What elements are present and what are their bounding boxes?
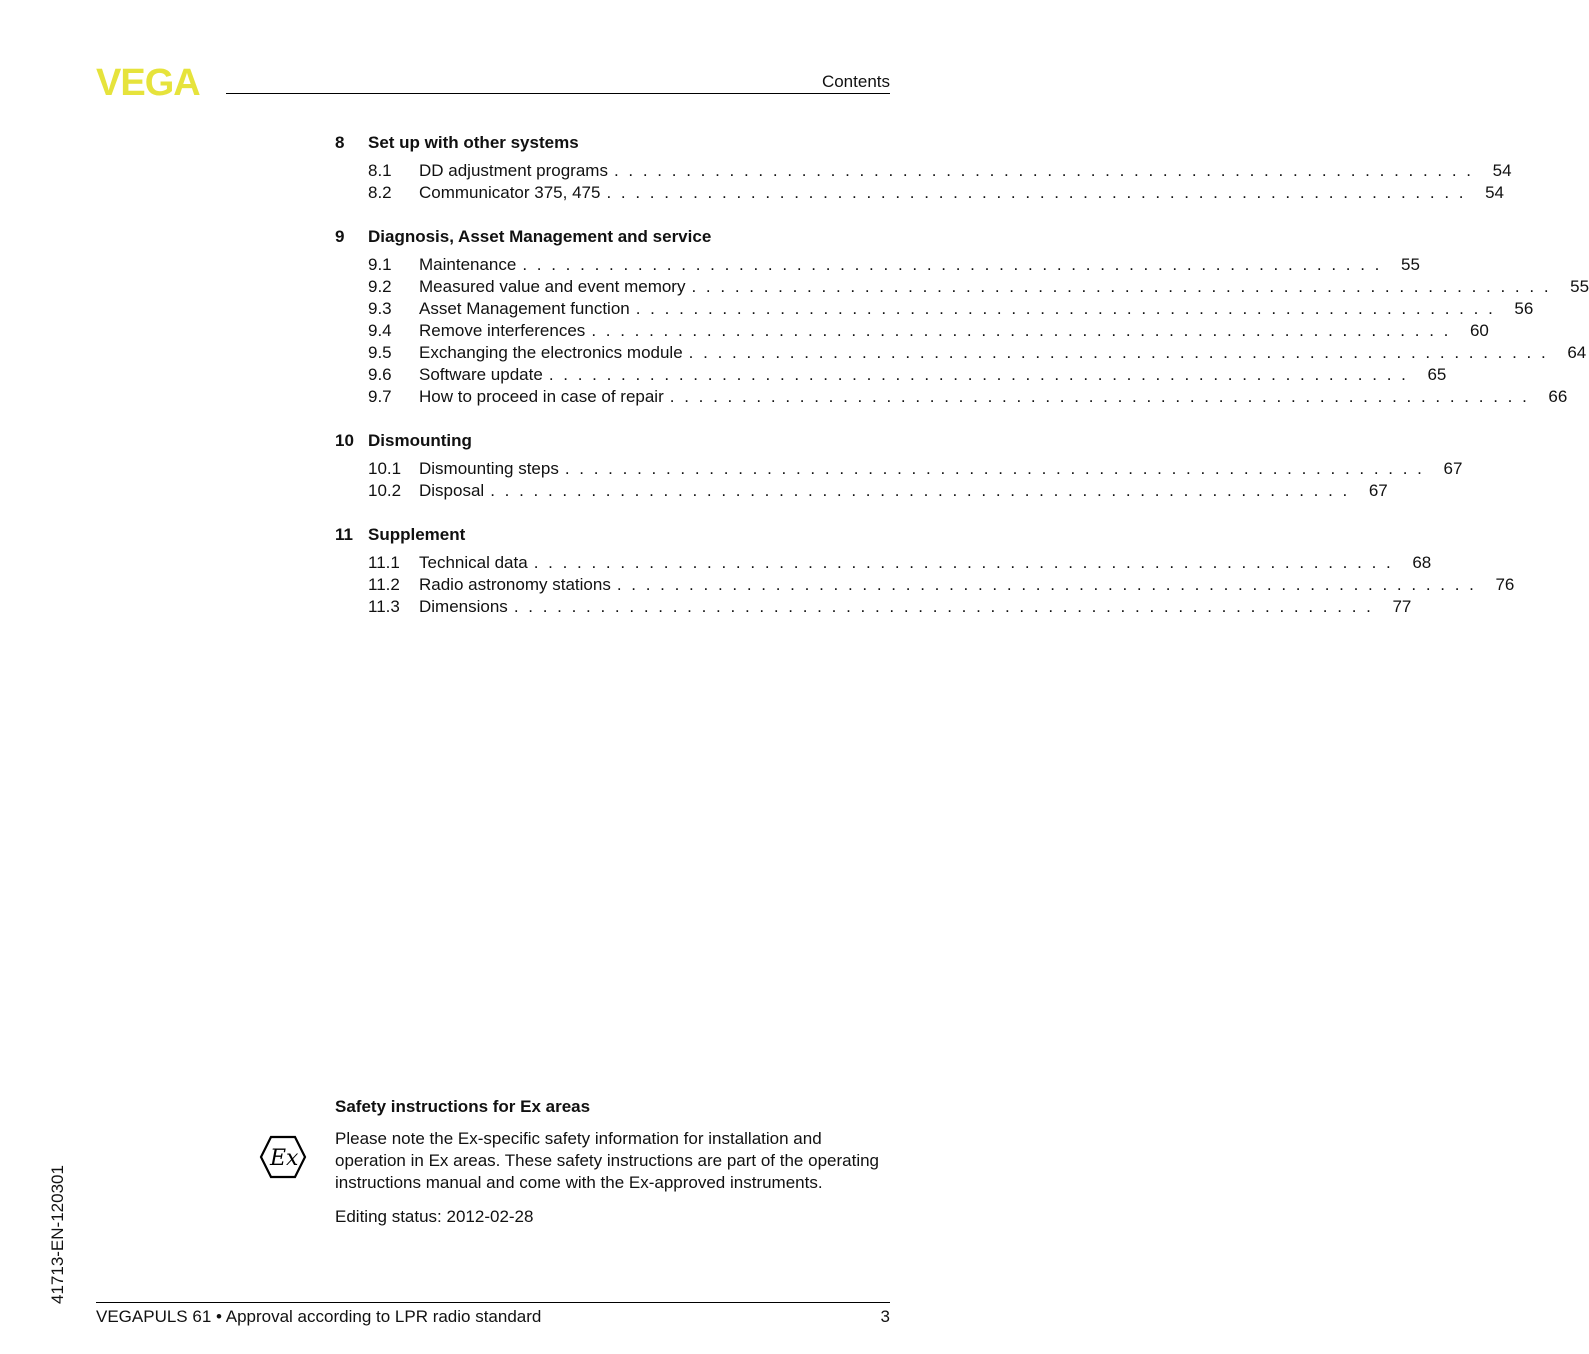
toc-entry-number: 9.6 [368, 365, 392, 384]
toc-dot-leader: . . . . . . . . . . . . . . . . . . . . . . . . . . . . . . . . . . . . . . . . . . . . . . . . . . . . . . . . . . . . [513, 597, 1374, 616]
toc-entry-title: Exchanging the electronics module [419, 343, 683, 362]
toc-entry-title: Maintenance [419, 255, 517, 274]
toc-entry-title: Remove interferences [419, 321, 586, 340]
toc-entry[interactable] [335, 254, 1420, 276]
toc-entry-title: DD adjustment programs [419, 161, 608, 180]
toc-entry-title: Dismounting steps [419, 459, 559, 478]
toc-entry-title: Technical data [419, 553, 528, 572]
toc-entry-page: 67 [1443, 459, 1463, 478]
toc-dot-leader: . . . . . . . . . . . . . . . . . . . . . . . . . . . . . . . . . . . . . . . . . . . . . . . . . . . . . . . . . . . . [548, 365, 1409, 384]
toc-dot-leader: . . . . . . . . . . . . . . . . . . . . . . . . . . . . . . . . . . . . . . . . . . . . . . . . . . . . . . . . . . . . [564, 459, 1425, 478]
toc-entry-number: 9.1 [368, 255, 392, 274]
toc-dot-leader: . . . . . . . . . . . . . . . . . . . . . . . . . . . . . . . . . . . . . . . . . . . . . . . . . . . . . . . . . . . . [533, 553, 1394, 572]
toc-entry[interactable] [335, 342, 1587, 364]
toc-entry[interactable] [335, 276, 1589, 298]
toc-entry[interactable] [335, 458, 1463, 480]
toc-entry-number: 9.2 [368, 277, 392, 296]
toc-entry[interactable] [335, 320, 1489, 342]
footer-rule [96, 1302, 890, 1303]
toc-entry-title: Software update [419, 365, 543, 384]
toc-entry-number: 10.1 [368, 459, 402, 478]
toc-entry-title: Radio astronomy stations [419, 575, 611, 594]
safety-section [335, 1096, 890, 1228]
header-rule [226, 93, 890, 94]
header-section-title: Contents [821, 72, 890, 91]
toc-entry-page: 77 [1392, 597, 1412, 616]
toc-chapter-number: 10 [335, 431, 354, 450]
toc-entry-number: 11.3 [368, 597, 400, 616]
toc-entry[interactable] [335, 574, 1515, 596]
toc-dot-leader: . . . . . . . . . . . . . . . . . . . . . . . . . . . . . . . . . . . . . . . . . . . . . . . . . . . . . . . . . . . . [490, 481, 1350, 500]
toc-entry-title: Measured value and event memory [419, 277, 686, 296]
toc-entry-number: 11.1 [368, 553, 400, 572]
toc-dot-leader: . . . . . . . . . . . . . . . . . . . . . . . . . . . . . . . . . . . . . . . . . . . . . . . . . . . . . . . . . . . . [613, 161, 1474, 180]
ex-icon [259, 1135, 307, 1179]
toc-entry-page: 67 [1368, 481, 1388, 500]
toc-dot-leader: . . . . . . . . . . . . . . . . . . . . . . . . . . . . . . . . . . . . . . . . . . . . . . . . . . . . . . . . . . . . [616, 575, 1477, 594]
toc-chapter-heading[interactable] [335, 430, 890, 452]
logo-text: VEGA [96, 62, 200, 104]
safety-body: Please note the Ex-specific safety information for installation and operation in Ex areas. These safety instructions are part of the operating instructions manual and come with the Ex-approved instruments. [335, 1129, 879, 1192]
toc-chapter-number: 8 [335, 133, 345, 152]
toc-entry[interactable] [335, 596, 1412, 618]
toc-dot-leader: . . . . . . . . . . . . . . . . . . . . . . . . . . . . . . . . . . . . . . . . . . . . . . . . . . . . . . . . . . . . [669, 387, 1530, 406]
toc-chapter-heading[interactable] [335, 524, 890, 546]
toc-entry-number: 11.2 [368, 575, 400, 594]
toc-chapter-title: Set up with other systems [368, 133, 579, 152]
toc-chapter [335, 226, 1589, 408]
toc-entry-page: 65 [1427, 365, 1447, 384]
toc-entry-number: 9.7 [368, 387, 392, 406]
footer-product-title: VEGAPULS 61 • Approval according to LPR radio standard [96, 1307, 542, 1326]
safety-title: Safety instructions for Ex areas [335, 1097, 591, 1116]
toc-entry-page: 76 [1495, 575, 1515, 594]
toc-entry-title: Communicator 375, 475 [419, 183, 601, 202]
toc-dot-leader: . . . . . . . . . . . . . . . . . . . . . . . . . . . . . . . . . . . . . . . . . . . . . . . . . . . . . . . . . . . . [522, 255, 1382, 274]
editing-status: Editing status: 2012-02-28 [335, 1207, 534, 1226]
svg-text:Ex: Ex [270, 1146, 299, 1171]
toc-dot-leader: . . . . . . . . . . . . . . . . . . . . . . . . . . . . . . . . . . . . . . . . . . . . . . . . . . . . . . . . . . . . [606, 183, 1466, 202]
toc-chapter-heading[interactable] [335, 226, 890, 248]
toc-chapter [335, 430, 1463, 502]
toc-entry-title: Disposal [419, 481, 485, 500]
toc-entry-number: 9.4 [368, 321, 392, 340]
toc-entry-title: Dimensions [419, 597, 508, 616]
toc-chapter-number: 9 [335, 227, 345, 246]
document-id: 41713-EN-120301 [48, 1165, 67, 1304]
toc-chapter-title: Supplement [368, 525, 466, 544]
toc-entry[interactable] [335, 298, 1534, 320]
toc-entry-page: 64 [1567, 343, 1587, 362]
toc-entry[interactable] [335, 160, 1512, 182]
toc-entry[interactable] [335, 364, 1447, 386]
toc-entry[interactable] [335, 386, 1568, 408]
toc-entry-number: 9.3 [368, 299, 392, 318]
toc-entry-number: 10.2 [368, 481, 402, 500]
toc-entry-number: 8.1 [368, 161, 392, 180]
toc-chapter-number: 11 [335, 525, 353, 544]
toc-entry-page: 60 [1469, 321, 1489, 340]
toc-entry-page: 55 [1400, 255, 1420, 274]
toc-dot-leader: . . . . . . . . . . . . . . . . . . . . . . . . . . . . . . . . . . . . . . . . . . . . . . . . . . . . . . . . . . . . [635, 299, 1496, 318]
toc-dot-leader: . . . . . . . . . . . . . . . . . . . . . . . . . . . . . . . . . . . . . . . . . . . . . . . . . . . . . . . . . . . . [691, 277, 1552, 296]
toc-entry-number: 8.2 [368, 183, 392, 202]
toc-chapter [335, 524, 1515, 618]
toc-chapter-title: Dismounting [368, 431, 472, 450]
toc-dot-leader: . . . . . . . . . . . . . . . . . . . . . . . . . . . . . . . . . . . . . . . . . . . . . . . . . . . . . . . . . . . . [591, 321, 1451, 340]
toc-entry-title: How to proceed in case of repair [419, 387, 664, 406]
toc-entry[interactable] [335, 480, 1388, 502]
toc-entry-page: 66 [1548, 387, 1568, 406]
toc-chapter-heading[interactable] [335, 132, 890, 154]
toc-entry-page: 54 [1485, 183, 1504, 202]
toc-entry-page: 54 [1492, 161, 1512, 180]
vega-logo [96, 62, 220, 104]
toc-entry-page: 56 [1514, 299, 1534, 318]
toc-chapter-title: Diagnosis, Asset Management and service [368, 227, 712, 246]
footer-page-number: 3 [880, 1307, 890, 1326]
table-of-contents [335, 132, 1589, 640]
toc-dot-leader: . . . . . . . . . . . . . . . . . . . . . . . . . . . . . . . . . . . . . . . . . . . . . . . . . . . . . . . . . . . . [688, 343, 1549, 362]
toc-entry-number: 9.5 [368, 343, 392, 362]
toc-entry-title: Asset Management function [419, 299, 630, 318]
toc-entry-page: 55 [1570, 277, 1589, 296]
toc-entry[interactable] [335, 182, 1504, 204]
toc-entry-page: 68 [1412, 553, 1432, 572]
toc-entry[interactable] [335, 552, 1432, 574]
toc-chapter [335, 132, 1512, 204]
